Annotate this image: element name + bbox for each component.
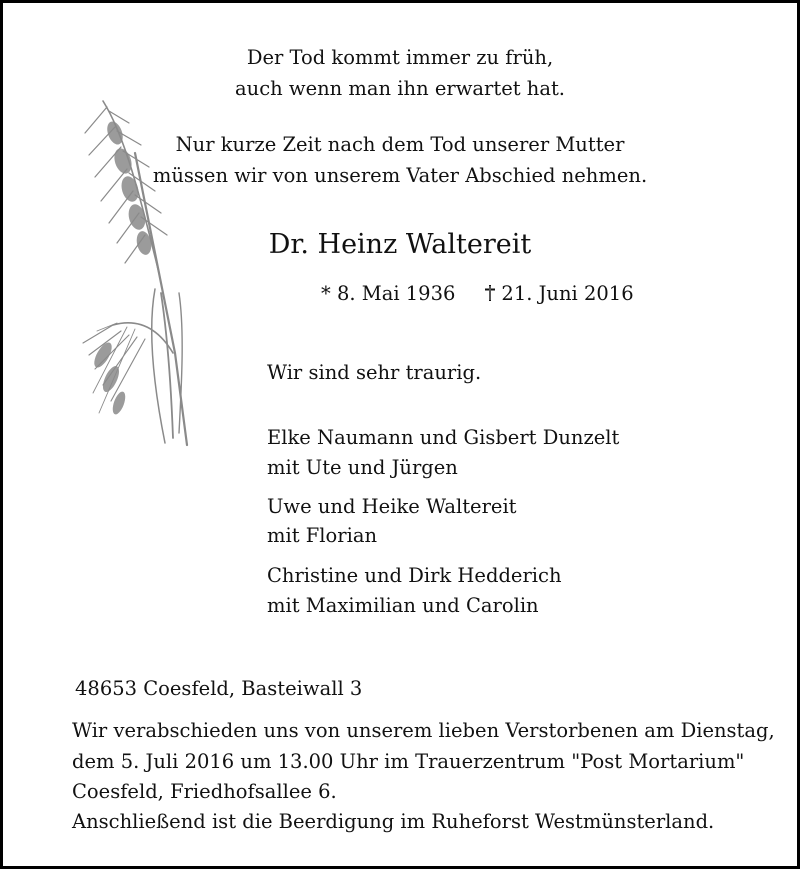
family-address: 48653 Coesfeld, Basteiwall 3 xyxy=(75,677,363,700)
birth-date: * 8. Mai 1936 xyxy=(321,282,456,305)
mourner-2-line-2: mit Florian xyxy=(267,524,378,547)
funeral-line-1: Wir verabschieden uns von unserem lieben Verstorbenen am Dienstag, xyxy=(72,719,775,742)
funeral-line-3: Coesfeld, Friedhofsallee 6. xyxy=(72,780,337,803)
motto-line-2: auch wenn man ihn erwartet hat. xyxy=(235,77,565,100)
mourner-3-line-2: mit Maximilian und Carolin xyxy=(267,594,539,617)
intro-line-1: Nur kurze Zeit nach dem Tod unserer Mutter xyxy=(175,133,625,156)
sentiment-text: Wir sind sehr traurig. xyxy=(267,361,482,384)
mourner-1-line-2: mit Ute und Jürgen xyxy=(267,456,458,479)
mourner-1-line-1: Elke Naumann und Gisbert Dunzelt xyxy=(267,426,620,449)
funeral-line-2: dem 5. Juli 2016 um 13.00 Uhr im Trauerzentrum "Post Mortarium" xyxy=(72,750,745,773)
motto-line-1: Der Tod kommt immer zu früh, xyxy=(246,46,554,69)
funeral-line-4: Anschließend ist die Beerdigung im Ruheforst Westmünsterland. xyxy=(72,810,715,833)
intro-line-2: müssen wir von unserem Vater Abschied nehmen. xyxy=(152,164,648,187)
mourner-2-line-1: Uwe und Heike Waltereit xyxy=(267,495,517,518)
cross-icon xyxy=(483,284,497,302)
mourner-3-line-1: Christine und Dirk Hedderich xyxy=(267,564,562,587)
life-dates xyxy=(321,284,634,304)
death-date: 21. Juni 2016 xyxy=(501,282,634,305)
deceased-name: Dr. Heinz Waltereit xyxy=(268,229,532,260)
